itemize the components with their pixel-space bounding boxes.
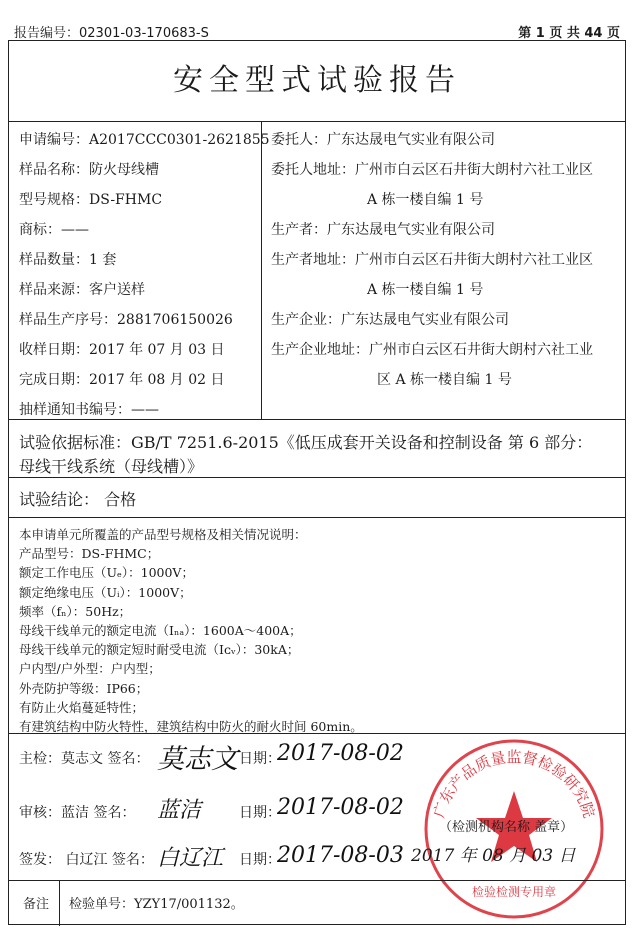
svg-text:广东产品质量监督检验研究院: 广东产品质量监督检验研究院 [429,748,599,821]
test-conclusion: 试验结论： 合格 [19,490,137,509]
factory-address-line2: 区 A 栋一楼自编 1 号 [377,372,512,388]
stamp-label: （检测机构名称 盖章） [439,820,574,835]
producer-address: 生产者地址：广州市白云区石井街大朗村六社工业区 [271,252,593,268]
divider [9,517,625,518]
column-divider [261,121,262,419]
approver-line: 签发： 白辽江 签名： [19,852,154,868]
divider [9,477,625,478]
receive-date: 收样日期：2017 年 07 月 03 日 [19,342,225,358]
trademark: 商标：—— [19,222,89,238]
client-address-line2: A 栋一楼自编 1 号 [367,192,484,208]
approver-date: 2017-08-03 [277,843,404,868]
divider [9,419,625,420]
reviewer-date-label: 日期： [239,805,281,821]
report-title: 安全型式试验报告 [173,63,461,98]
client-address: 委托人地址：广州市白云区石井街大朗村六社工业区 [271,162,593,178]
inspector-date: 2017-08-02 [277,741,404,766]
reviewer-signature: 蓝洁 [157,798,202,823]
report-frame [8,40,626,925]
application-no: 申请编号：A2017CCC0301-2621855 [19,132,270,148]
inspector-line: 主检：莫志文 签名： [19,751,150,767]
remarks-value: 检验单号：YZY17/001132。 [69,897,244,912]
remarks-label: 备注 [23,897,50,912]
sampling-notice-no: 抽样通知书编号：—— [19,402,159,418]
product-description: 本申请单元所覆盖的产品型号规格及相关情况说明： 产品型号：DS-FHMC； 额定工作电压（Uₑ）：1000V； 额定绝缘电压（Uᵢ）：1000V； 频率（fₙ）：50Hz； 母线干线单元的额定电流（Iₙₐ）：1600A～400A； 母线干线单元的额定短时耐受电流（Iᴄᵥ）：30kA； 户内型/户外型：户内型； 外壳防护等级：IP66； 有防止火焰蔓延特性； 有建筑结构中防火特性，建筑结构中防火的耐火时间 60min。 [19,527,363,735]
reviewer-date: 2017-08-02 [277,795,404,820]
test-basis: 试验依据标准：GB/T 7251.6-2015《低压成套开关设备和控制设备 第 6 部分： 母线干线系统（母线槽）》 [19,433,593,476]
complete-date: 完成日期：2017 年 08 月 02 日 [19,372,225,388]
sample-quantity: 样品数量：1 套 [19,252,117,268]
approver-signature: 白辽江 [157,846,224,871]
production-serial: 样品生产序号：2881706150026 [19,312,233,328]
sample-source: 样品来源：客户送样 [19,282,145,298]
inspector-signature: 莫志文 [157,744,238,775]
divider [9,880,625,881]
client: 委托人：广东达晟电气实业有限公司 [271,132,495,148]
divider [9,733,625,734]
report-number: 报告编号：02301-03-170683-S [14,26,209,41]
stamp-date: 2017 年 08 月 03 日 [411,846,576,866]
producer: 生产者：广东达晟电气实业有限公司 [271,222,495,238]
page-info: 第 1 页 共 44 页 [518,26,620,41]
factory-address: 生产企业地址：广州市白云区石井街大朗村六社工业 [271,342,593,358]
inspector-date-label: 日期： [239,751,281,767]
svg-text:检验检测专用章: 检验检测专用章 [471,885,557,899]
divider [9,121,625,122]
approver-date-label: 日期： [239,852,281,868]
sample-name: 样品名称：防火母线槽 [19,162,159,178]
factory: 生产企业：广东达晟电气实业有限公司 [271,312,509,328]
model-spec: 型号规格：DS-FHMC [19,192,163,208]
remarks-divider [59,880,60,926]
producer-address-line2: A 栋一楼自编 1 号 [367,282,484,298]
reviewer-line: 审核：蓝洁 签名： [19,805,136,821]
